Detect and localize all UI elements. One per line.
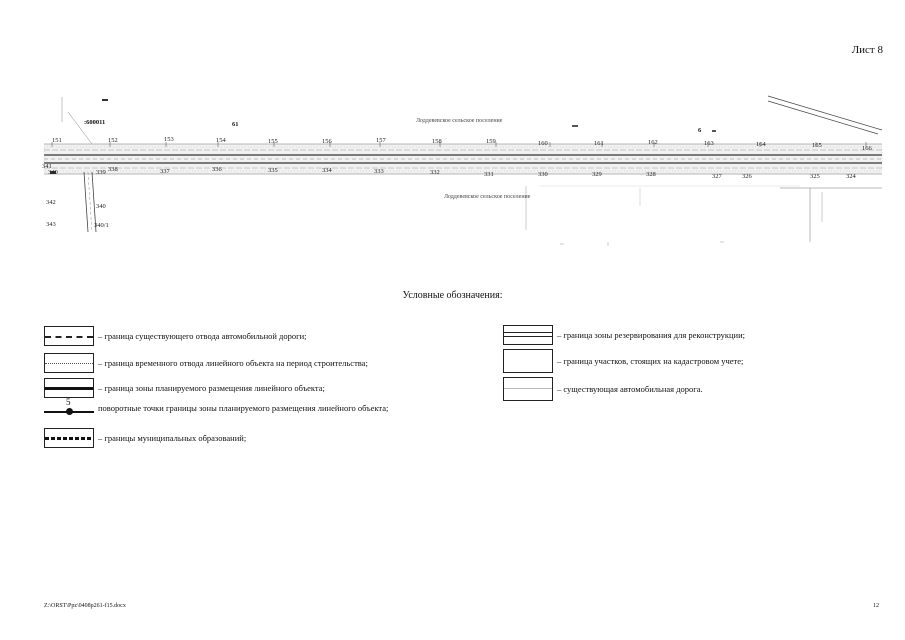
point-label-left: 340 bbox=[48, 169, 58, 176]
legend-item-existing-allotment bbox=[44, 326, 307, 346]
legend-text: – границы муниципальных образований; bbox=[98, 433, 247, 443]
legend-item-reservation-zone bbox=[503, 325, 745, 345]
map-label-61: 61 bbox=[232, 121, 239, 128]
point-label-top: 158 bbox=[432, 138, 442, 145]
point-label-bottom: 339 bbox=[96, 169, 106, 176]
legend-symbol-cadastral-parcels bbox=[503, 349, 553, 373]
point-label-top: 162 bbox=[648, 139, 658, 146]
cadastral-code: :600011 bbox=[84, 119, 106, 126]
point-label-bottom: 325 bbox=[810, 173, 820, 180]
point-label-top: 157 bbox=[376, 137, 386, 144]
point-label-bottom: 330 bbox=[538, 171, 548, 178]
point-label-bottom: 327 bbox=[712, 173, 722, 180]
point-label-top: 152 bbox=[108, 137, 118, 144]
legend-item-planned-zone bbox=[44, 378, 325, 398]
legend-item-existing-road bbox=[503, 377, 703, 401]
legend-symbol-planned-zone bbox=[44, 378, 94, 398]
point-label-bottom: 329 bbox=[592, 171, 602, 178]
point-label-top: 151 bbox=[52, 137, 62, 144]
settlement-label-bottom: Лоддевевское сельское поселение bbox=[444, 194, 531, 200]
legend-symbol-municipal-borders bbox=[44, 428, 94, 448]
legend-item-temporary-allotment bbox=[44, 353, 368, 373]
legend-text: – граница зоны резервирования для реконструкции; bbox=[557, 330, 745, 340]
legend-symbol-existing-road bbox=[503, 377, 553, 401]
point-label-top: 155 bbox=[268, 138, 278, 145]
point-label-bottom: 337 bbox=[160, 168, 170, 175]
legend-text: – граница временного отвода линейного объекта на период строительства; bbox=[98, 358, 368, 368]
point-label-top: 166 bbox=[862, 145, 872, 152]
map-label-6: 6 bbox=[698, 127, 702, 134]
point-label-top: 159 bbox=[486, 138, 496, 145]
legend-title: Условные обозначения: bbox=[402, 290, 503, 301]
point-label-bottom: 328 bbox=[646, 171, 656, 178]
sheet-label: Лист 8 bbox=[851, 44, 883, 56]
point-label-left: 340/1 bbox=[94, 222, 109, 229]
point-label-top: 154 bbox=[216, 137, 226, 144]
point-label-bottom: 336 bbox=[212, 166, 222, 173]
point-label-left: 343 bbox=[46, 221, 56, 228]
footer-page-number: 12 bbox=[873, 603, 879, 609]
settlement-label-top: Лоддевевское сельское поселение bbox=[416, 118, 503, 124]
legend-item-cadastral-parcels bbox=[503, 349, 743, 373]
road-plan-map bbox=[40, 92, 885, 250]
point-label-top: 161 bbox=[594, 140, 604, 147]
legend-text: – граница существующего отвода автомобильной дороги; bbox=[98, 331, 307, 341]
point-label-bottom: 333 bbox=[374, 168, 384, 175]
legend-symbol-turning-point bbox=[44, 399, 94, 417]
legend-item-turning-points bbox=[44, 399, 388, 417]
legend-text: – существующая автомобильная дорога. bbox=[557, 384, 703, 394]
legend-symbol-existing-allotment bbox=[44, 326, 94, 346]
legend-symbol-temporary-allotment bbox=[44, 353, 94, 373]
point-label-top: 165 bbox=[812, 142, 822, 149]
point-label-left: 340 bbox=[96, 203, 106, 210]
legend-text: – граница участков, стоящих на кадастровом учете; bbox=[557, 356, 744, 366]
point-label-bottom: 326 bbox=[742, 173, 752, 180]
legend-item-municipal-borders bbox=[44, 428, 246, 448]
point-label-bottom: 331 bbox=[484, 171, 494, 178]
legend-text: – граница зоны планируемого размещения линейного объекта; bbox=[98, 383, 325, 393]
point-label-left: 342 bbox=[46, 199, 56, 206]
footer-file-path: Z:\ORST\Ppz\0408p261-f15.docx bbox=[44, 603, 126, 609]
point-label-top: 153 bbox=[164, 136, 174, 143]
point-label-bottom: 332 bbox=[430, 169, 440, 176]
point-label-bottom: 324 bbox=[846, 173, 856, 180]
point-label-top: 156 bbox=[322, 138, 332, 145]
point-label-left: 341 bbox=[42, 163, 52, 170]
legend-text: поворотные точки границы зоны планируемого размещения линейного объекта; bbox=[98, 403, 389, 413]
point-label-top: 160 bbox=[538, 140, 548, 147]
point-label-top: 164 bbox=[756, 141, 766, 148]
point-label-bottom: 334 bbox=[322, 167, 332, 174]
point-label-top: 163 bbox=[704, 140, 714, 147]
point-label-bottom: 338 bbox=[108, 166, 118, 173]
legend-symbol-reservation-zone bbox=[503, 325, 553, 345]
point-label-bottom: 335 bbox=[268, 167, 278, 174]
turning-point-dot-icon bbox=[66, 408, 73, 415]
turning-point-number: 5 bbox=[66, 397, 71, 407]
